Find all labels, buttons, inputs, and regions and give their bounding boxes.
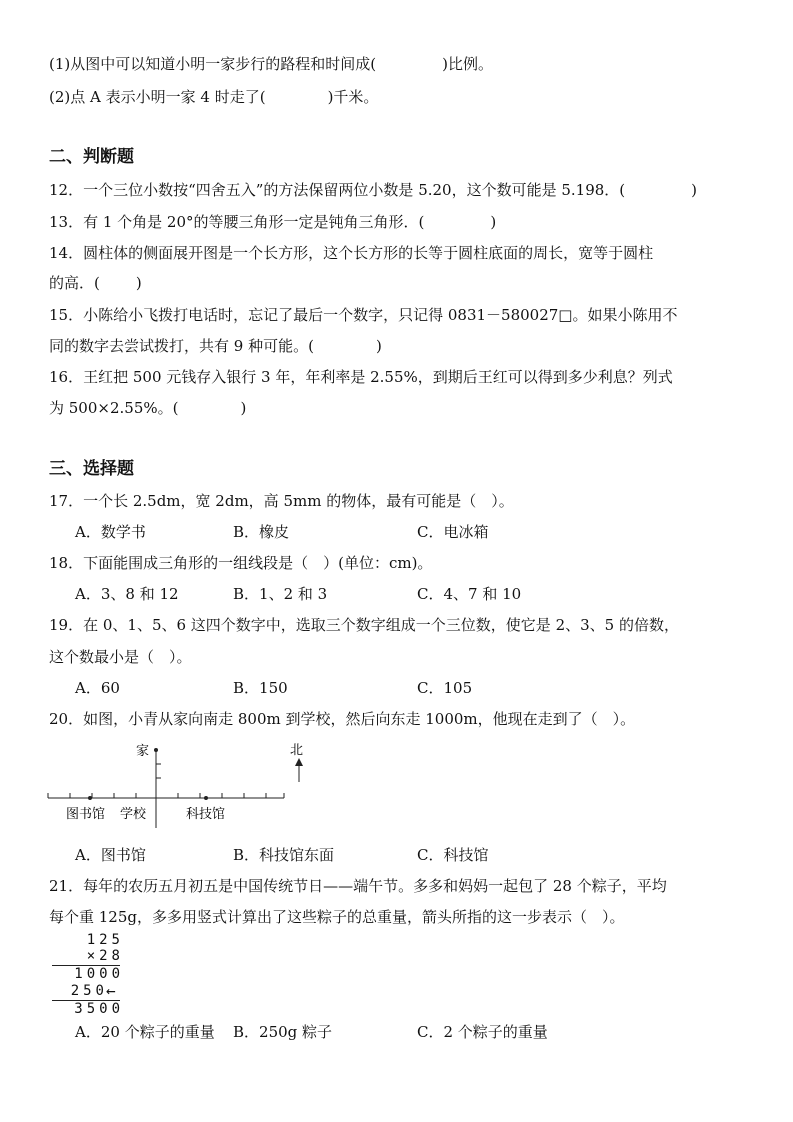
vertical-multiplication-figure [48,932,168,1020]
option-b[interactable]: B．科技馆东面 [233,846,335,864]
north-arrow-icon [295,758,303,766]
question-21-line1: 21．每年的农历五月初五是中国传统节日——端午节。多多和妈妈一起包了 28 个粽子，平均 [49,877,667,895]
option-b[interactable]: B．150 [233,679,288,697]
science-museum-point [204,796,208,800]
question-14-line2 [49,273,142,293]
option-c[interactable]: C．电冰箱 [417,523,489,541]
tick-marks [48,793,284,798]
vertical-ticks [156,764,161,778]
option-c[interactable]: C．科技馆 [417,846,489,864]
option-a[interactable]: A．图书馆 [75,846,146,864]
question-19-line1: 19．在 0、1、5、6 这四个数字中，选取三个数字组成一个三位数，使它是 2、3、5 的倍数， [49,616,679,634]
question-15-line2 [49,336,382,356]
option-a[interactable]: A．20 个粽子的重量 [75,1023,215,1041]
question-19-line2: 这个数最小是（ ）。 [49,648,192,666]
option-c[interactable]: C．105 [417,679,473,697]
library-label: 图书馆 [66,807,106,822]
question-text: 13．有 1 个角是 20°的等腰三角形一定是钝角三角形．( [49,213,425,231]
question-text: )千米。 [327,88,379,106]
question-text: ) [490,213,497,231]
blank-question-2 [49,87,378,107]
question-15-line1: 15．小陈给小飞拨打电话时，忘记了最后一个数字，只记得 0831－580027□。如果小陈用不 [49,306,678,324]
question-12 [49,180,697,200]
question-text: ) [691,181,698,199]
question-text: 12．一个三位小数按“四舍五入”的方法保留两位小数是 5.20，这个数可能是 5.198．( [49,181,626,199]
route-map-figure [40,740,340,830]
question-text: 的高．( [49,274,100,292]
section-title-choice: 三、选择题 [49,459,134,479]
partial-product-1: 1000 [74,966,124,982]
question-text: ) [135,274,142,292]
question-text: (1)从图中可以知道小明一家步行的路程和时间成( [49,55,377,73]
school-label: 学校 [120,807,147,822]
library-point [88,796,92,800]
arrow-icon: ← [106,981,116,1000]
question-17: 17．一个长 2.5dm，宽 2dm，高 5mm 的物体，最有可能是（ ）。 [49,492,514,510]
question-14-line1: 14．圆柱体的侧面展开图是一个长方形，这个长方形的长等于圆柱底面的周长，宽等于圆柱 [49,244,654,262]
option-a[interactable]: A．60 [75,679,120,697]
north-label: 北 [290,743,304,758]
question-text: 同的数字去尝试拨打，共有 9 种可能。( [49,337,314,355]
section-title-judgement: 二、判断题 [49,147,134,167]
question-text: ) [240,399,247,417]
home-point [154,748,158,752]
option-b[interactable]: B．橡皮 [233,523,290,541]
science-museum-label: 科技馆 [186,807,226,822]
blank-question-1 [49,54,493,74]
multiplier: ×28 [86,948,124,964]
option-c[interactable]: C．4、7 和 10 [417,585,522,603]
partial-product-2: 250 [70,983,108,999]
option-b[interactable]: B．250g 粽子 [233,1023,333,1041]
question-text: 为 500×2.55%。( [49,399,179,417]
option-c[interactable]: C．2 个粽子的重量 [417,1023,548,1041]
question-16-line1: 16．王红把 500 元钱存入银行 3 年，年利率是 2.55%，到期后王红可以得到多少利息？列式 [49,368,673,386]
question-text: )比例。 [442,55,493,73]
question-13 [49,212,496,232]
option-a[interactable]: A．3、8 和 12 [75,585,179,603]
question-text: ) [375,337,382,355]
option-a[interactable]: A．数学书 [75,523,146,541]
question-18: 18．下面能围成三角形的一组线段是（ ）(单位：cm)。 [49,554,433,572]
product: 3500 [74,1001,124,1017]
home-label: 家 [136,744,150,759]
question-20: 20．如图，小青从家向南走 800m 到学校，然后向东走 1000m，他现在走到了（ ）。 [49,710,636,728]
question-16-line2 [49,398,246,418]
question-text: (2)点 A 表示小明一家 4 时走了( [49,88,266,106]
multiplicand: 125 [86,932,124,948]
option-b[interactable]: B．1、2 和 3 [233,585,328,603]
question-21-line2: 每个重 125g，多多用竖式计算出了这些粽子的总重量，箭头所指的这一步表示（ ）。 [49,908,625,926]
